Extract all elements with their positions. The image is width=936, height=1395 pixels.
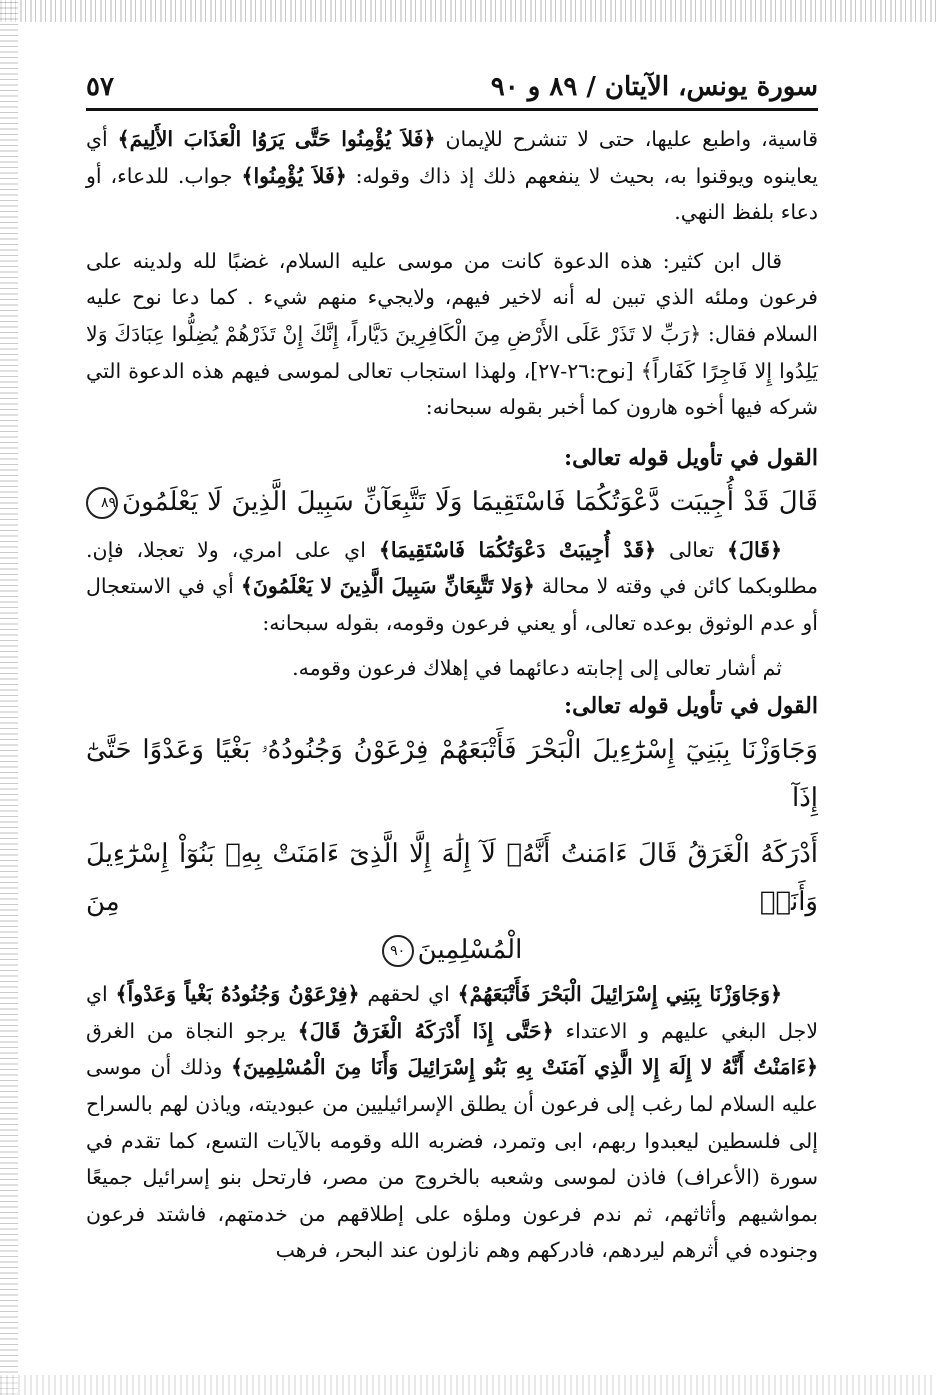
page-border-left bbox=[0, 0, 18, 1395]
text-run: اي لحقهم bbox=[359, 982, 458, 1007]
text-run: أي في الاستعجال أو عدم الوثوق بوعده تعالى، أو يعني فرعون وقومه، بقوله سبحانه: bbox=[86, 574, 818, 635]
verse-89 bbox=[86, 478, 818, 526]
page-number: ٥٧ bbox=[86, 72, 114, 102]
section-heading-2: القول في تأويل قوله تعالى: bbox=[564, 693, 818, 720]
verse-90-line-3 bbox=[86, 926, 818, 974]
text-run: اي لاجل البغي عليهم و الاعتداء bbox=[86, 982, 819, 1043]
text-run: أي يعاينوه ويوقنوا به، بحيث لا ينفعهم ذلك إذ ذاك وقوله: bbox=[86, 127, 818, 188]
quran-quote: ﴿فَلاَ يُؤْمِنُوا﴾ bbox=[241, 163, 347, 188]
verse-90-line-1: وَجَاوَزْنَا بِبَنِيٓ إِسْرَٰٓءِيلَ الْبَحْرَ فَأَتْبَعَهُمْ فِرْعَوْنُ وَجُنُودُهُۥ بَغْيًا وَعَدْوًا حَتَّىٰٓ إِذَآ bbox=[86, 735, 818, 814]
text-run: قال ابن كثير: هذه الدعوة كانت من موسى عليه السلام، غضبًا لله ولدينه على فرعون وملئه الذي تبين له أنه لاخير فيهم، ولايجيء منهم شيء . كما دعا نوح عليه السلام فقال: bbox=[86, 248, 818, 346]
verse-text: قَالَ قَدْ أُجِيبَت دَّعْوَتُكُمَا فَاسْتَقِيمَا وَلَا تَتَّبِعَآنِّ سَبِيلَ الَّذِينَ لَا يَعْلَمُونَ bbox=[122, 486, 818, 517]
text-run: وذلك أن موسى عليه السلام لما رغب إلى فرعون أن يطلق الإسرائيليين من عبوديته، وياذن لهم بالسراح إلى فلسطين ليعبدوا ربهم، ابى وتمرد، فضربه الله وقومه بالآيات التسع، كما تقدم في سورة (الأعراف) فاذن لموسى وشعبه بالخروج من مصر، فارتحل بنو إسرائيل جميعًا بمواشيهم وأثاثهم، ثم ندم فرعون وملؤه على إطلاقهم من خدمتهم، فاشتد فرعون وجنوده في أثرهم ليردهم، فادركهم وهم نازلون عند البحر، فرهب bbox=[86, 1055, 818, 1263]
page-border-bottom bbox=[0, 1375, 936, 1395]
header-title: سورة يونس، الآيتان / ٨٩ و ٩٠ bbox=[490, 72, 818, 102]
text-run: تعالى bbox=[656, 537, 728, 562]
book-page bbox=[86, 60, 818, 1269]
paragraph-4: ثم أشار تعالى إلى إجابته دعائهما في إهلاك فرعون وقومه. bbox=[292, 655, 782, 680]
verse-text: الْمُسْلِمِينَ bbox=[417, 935, 523, 966]
quran-quote: ﴿رَبِّ لا تَذَرْ عَلَى الأَرْضِ مِنَ الْكَافِرِينَ دَيَّاراً، إِنَّكَ إِنْ تَذَرْهُمْ يُضِلُّوا عِبَادَكَ وَلا يَلِدُوا إِلا فَاجِرًا كَفَاراً﴾ bbox=[86, 321, 818, 383]
quran-quote: ﴿فِرْعَوْنُ وَجُنُودُهُ بَغْياً وَعَدْواً﴾ bbox=[115, 982, 360, 1007]
text-run: جواب. للدعاء، أو دعاء بلفظ النهي. bbox=[86, 163, 818, 225]
text-run: [نوح:٢٦-٢٧]، ولهذا استجاب تعالى لموسى فيهم هذه الدعوة التي شركه فيها أخوه هارون كما أخبر بقوله سبحانه: bbox=[86, 358, 818, 420]
quran-quote: ﴿حَتَّى إِذَا أَدْرَكَهُ الْغَرَقُ قَالَ﴾ bbox=[297, 1018, 554, 1043]
quran-quote: ﴿قَالَ﴾ bbox=[727, 537, 782, 562]
paragraph-5 bbox=[86, 976, 818, 1269]
quran-quote: ﴿وَلا تَتَّبِعَانِّ سَبِيلَ الَّذِينَ لا يَعْلَمُونَ﴾ bbox=[240, 574, 535, 599]
section-heading-1: القول في تأويل قوله تعالى: bbox=[564, 444, 818, 471]
text-run: اي على امري، ولا تعجلا، فإن. مطلوبكما كائن في وقته لا محالة bbox=[86, 537, 818, 599]
verse-90-line-2: أَدْرَكَهُ الْغَرَقُ قَالَ ءَامَنتُ أَنَّهُۥ لَآ إِلَٰهَ إِلَّا الَّذِىٓ ءَامَنَتْ بِهِۦ بَنُوٓاْ إِسْرَٰٓءِيلَ وَأَنَا۠ مِنَ bbox=[86, 839, 818, 918]
text-run: يرجو النجاة من الغرق bbox=[86, 1018, 298, 1043]
quran-quote: ﴿فَلاَ يُؤْمِنُوا حَتَّى يَرَوُا الْعَذَابَ الأَلِيمَ﴾ bbox=[117, 127, 436, 151]
paragraph-3 bbox=[86, 532, 818, 642]
quran-quote: ﴿ءَامَنْتُ أَنَّهُ لا إِلَهَ إِلا الَّذِي آمَنَتْ بِهِ بَنُو إِسْرَائِيلَ وَأَنَا مِنَ الْمُسْلِمِينَ﴾ bbox=[231, 1055, 819, 1080]
verse-number-badge: ٨٩ bbox=[86, 487, 118, 519]
paragraph-2 bbox=[86, 243, 818, 426]
verse-number-badge: ٩٠ bbox=[382, 935, 414, 967]
running-header bbox=[86, 60, 818, 111]
quran-quote: ﴿وَجَاوَزْنَا بِبَنِي إِسْرَائِيلَ الْبَحْرَ فَأَتْبَعَهُمْ﴾ bbox=[457, 982, 782, 1007]
text-run: قاسية، واطبع عليها، حتى لا تنشرح للإيمان bbox=[435, 127, 819, 151]
quran-quote: ﴿قَدْ أُجِيبَتْ دَعْوَتُكُمَا فَاسْتَقِيمَا﴾ bbox=[378, 537, 657, 562]
page-border-top bbox=[0, 0, 936, 22]
paragraph-1 bbox=[86, 121, 818, 231]
